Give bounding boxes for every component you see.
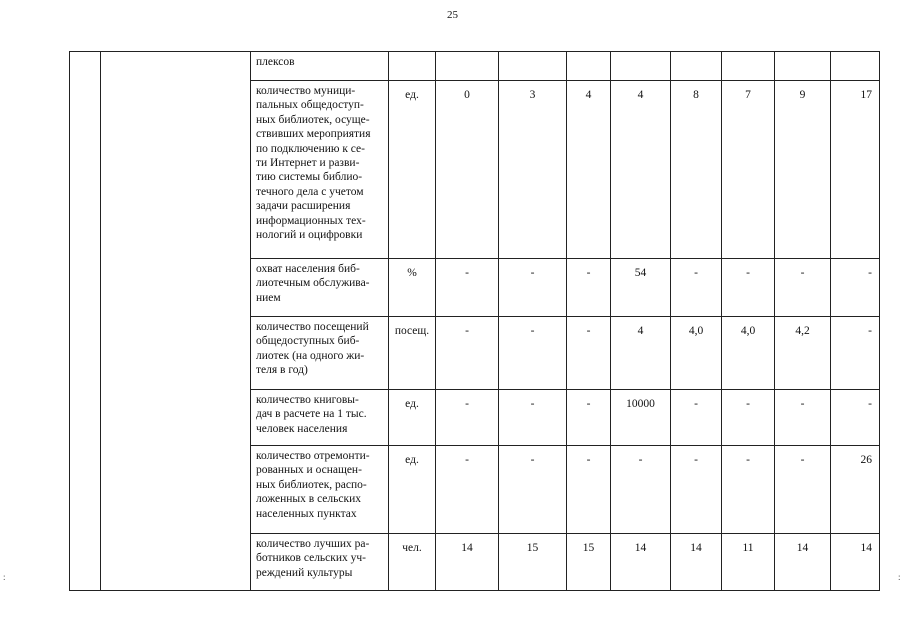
right-edge-mark: : [898, 572, 901, 582]
indicator-line: ствивших мероприятия [256, 128, 371, 141]
value-cell: - [499, 317, 567, 390]
indicator-cell [251, 446, 389, 534]
value-cell: 0 [436, 81, 499, 259]
value-cell [611, 52, 671, 81]
unit-cell: посещ. [389, 317, 436, 390]
unit-cell: чел. [389, 534, 436, 591]
value-cell: - [499, 446, 567, 534]
value-cell: 7 [722, 81, 775, 259]
value-cell: 10000 [611, 390, 671, 446]
unit-cell: ед. [389, 446, 436, 534]
blank-column-2 [101, 52, 251, 591]
value-cell: - [436, 317, 499, 390]
unit-cell [389, 52, 436, 81]
indicator-line: по подключению к се- [256, 142, 365, 155]
value-cell: 15 [567, 534, 611, 591]
value-cell: - [722, 446, 775, 534]
value-cell [671, 52, 722, 81]
unit-cell: % [389, 259, 436, 317]
indicator-cell [251, 317, 389, 390]
unit-cell: ед. [389, 390, 436, 446]
blank-column-1 [70, 52, 101, 591]
indicator-line: плексов [256, 56, 295, 68]
indicator-line: теля в год) [256, 364, 308, 377]
indicator-cell [251, 259, 389, 317]
indicators-table [69, 51, 880, 591]
value-cell: - [831, 317, 880, 390]
value-cell: 4,0 [722, 317, 775, 390]
value-cell: 17 [831, 81, 880, 259]
indicator-line: информационных тех- [256, 214, 366, 227]
indicator-line: нием [256, 291, 281, 304]
value-cell: 4 [611, 81, 671, 259]
value-cell: 8 [671, 81, 722, 259]
indicator-line: задачи расширения [256, 200, 351, 213]
value-cell: 15 [499, 534, 567, 591]
value-cell: - [611, 446, 671, 534]
value-cell: 14 [831, 534, 880, 591]
indicator-line: количество муници- [256, 85, 356, 97]
value-cell: - [567, 259, 611, 317]
indicator-line: общедоступных биб- [256, 335, 360, 348]
indicator-line: охват населения биб- [256, 263, 360, 275]
value-cell [775, 52, 831, 81]
value-cell: - [775, 259, 831, 317]
value-cell: - [722, 259, 775, 317]
left-edge-mark: : [3, 572, 6, 582]
value-cell: 14 [436, 534, 499, 591]
value-cell: 3 [499, 81, 567, 259]
indicator-line: количество отремонти- [256, 450, 370, 462]
value-cell: - [499, 390, 567, 446]
value-cell: 4,0 [671, 317, 722, 390]
value-cell [831, 52, 880, 81]
indicator-line: пальных общедоступ- [256, 99, 364, 112]
indicator-line: ботников сельских уч- [256, 552, 367, 565]
value-cell: - [436, 259, 499, 317]
value-cell [567, 52, 611, 81]
value-cell: 4,2 [775, 317, 831, 390]
indicator-line: тию системы библио- [256, 171, 363, 184]
value-cell: - [499, 259, 567, 317]
indicator-line: ных библиотек, распо- [256, 478, 367, 491]
indicator-line: ти Интернет и разви- [256, 157, 360, 170]
value-cell: 11 [722, 534, 775, 591]
indicator-line: количество посещений [256, 321, 369, 333]
indicator-cell [251, 534, 389, 591]
value-cell: 14 [775, 534, 831, 591]
value-cell: 4 [567, 81, 611, 259]
indicator-line: лиотек (на одного жи- [256, 349, 365, 362]
value-cell: - [567, 317, 611, 390]
page-number: 25 [447, 9, 458, 21]
indicator-line: ных библиотек, осуще- [256, 113, 370, 126]
value-cell: - [671, 259, 722, 317]
table-row [70, 52, 880, 81]
value-cell: - [775, 446, 831, 534]
indicator-line: дач в расчете на 1 тыс. [256, 408, 367, 421]
value-cell: - [831, 259, 880, 317]
value-cell: - [567, 390, 611, 446]
value-cell [436, 52, 499, 81]
value-cell: 26 [831, 446, 880, 534]
indicator-line: населенных пунктах [256, 507, 357, 520]
value-cell: 4 [611, 317, 671, 390]
value-cell: - [436, 446, 499, 534]
value-cell: 54 [611, 259, 671, 317]
indicator-cell [251, 390, 389, 446]
indicator-line: лиотечным обслужива- [256, 277, 370, 290]
value-cell: - [775, 390, 831, 446]
indicator-line: реждений культуры [256, 566, 353, 579]
value-cell: - [671, 390, 722, 446]
table-body [70, 52, 880, 591]
indicator-cell [251, 81, 389, 259]
value-cell: - [436, 390, 499, 446]
value-cell: - [671, 446, 722, 534]
value-cell: 9 [775, 81, 831, 259]
indicator-line: человек населения [256, 422, 348, 435]
value-cell [722, 52, 775, 81]
value-cell [499, 52, 567, 81]
unit-cell: ед. [389, 81, 436, 259]
indicator-line: количество книговы- [256, 394, 359, 406]
indicator-line: рованных и оснащен- [256, 464, 362, 477]
value-cell: - [722, 390, 775, 446]
indicator-cell [251, 52, 389, 81]
indicator-line: течного дела с учетом [256, 185, 364, 198]
value-cell: - [567, 446, 611, 534]
indicator-line: ложенных в сельских [256, 493, 361, 506]
value-cell: 14 [671, 534, 722, 591]
indicator-line: нологий и оцифровки [256, 229, 363, 242]
value-cell: - [831, 390, 880, 446]
value-cell: 14 [611, 534, 671, 591]
indicator-line: количество лучших ра- [256, 538, 370, 550]
